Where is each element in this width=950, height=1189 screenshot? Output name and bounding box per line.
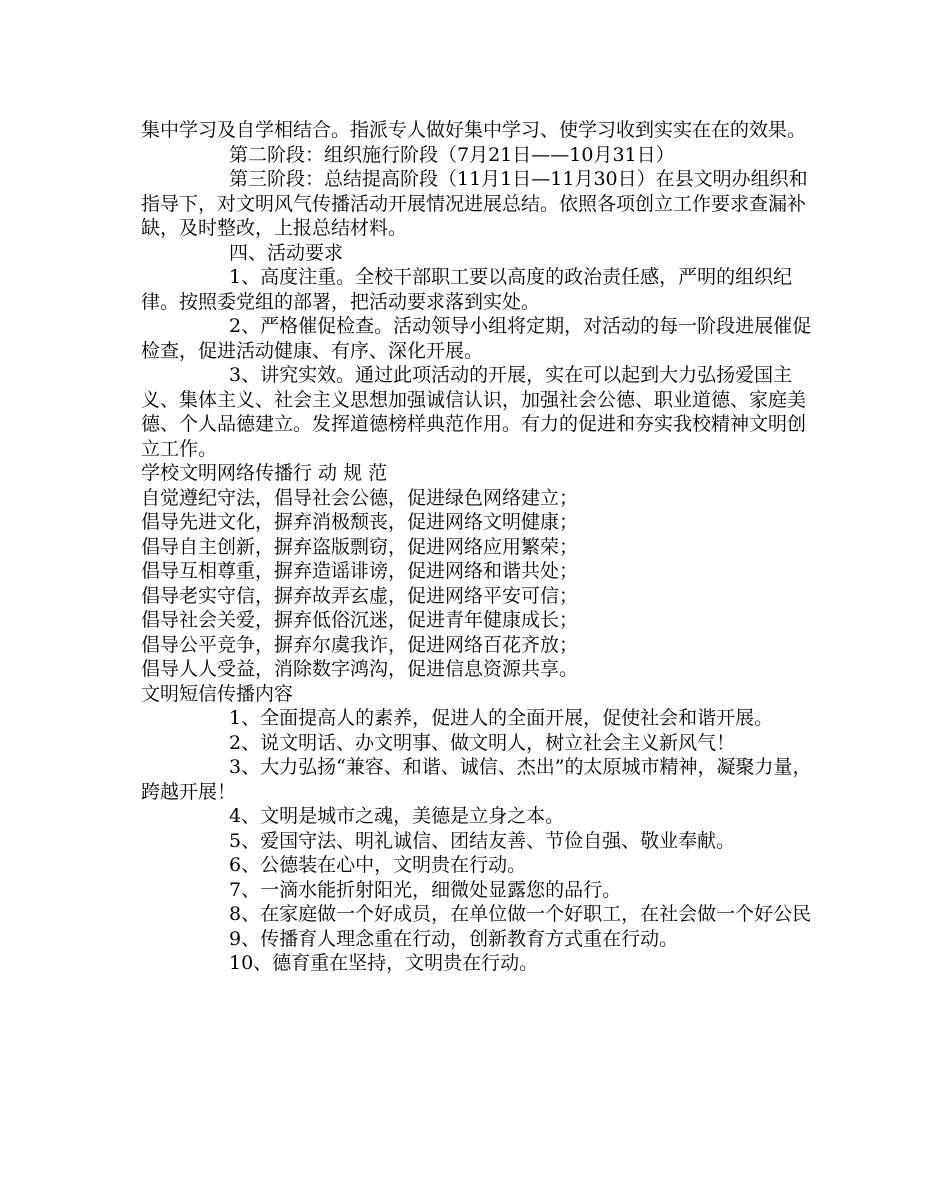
list-item: 3、大力弘扬“兼容、和谐、诚信、杰出”的太原城市精神，凝聚力量，跨越开展！ xyxy=(141,756,812,803)
list-item: 9、传播育人理念重在行动，创新教育方式重在行动。 xyxy=(229,927,679,950)
paragraph: 3、讲究实效。通过此项活动的开展，实在可以起到大力弘扬爱国主义、集体主义、社会主义思想加强诚信认识，加强社会公德、职业道德、家庭美德、个人品德建立。发挥道德榜样典范作用。有力的促进和夯实我校精神文明创立工作。 xyxy=(141,364,807,460)
section-title: 学校文明网络传播行 动 规 范 xyxy=(141,462,388,484)
norm-line: 倡导自主创新，摒弃盗版剽窃，促进网络应用繁荣； xyxy=(141,535,579,558)
list-item: 2、说文明话、办文明事、做文明人，树立社会主义新风气！ xyxy=(229,731,736,754)
norm-line: 倡导公平竞争，摒弃尔虞我诈，促进网络百花齐放； xyxy=(141,633,579,656)
norm-line: 倡导互相尊重，摒弃造谣诽谤，促进网络和谐共处； xyxy=(141,560,579,582)
norm-line: 倡导社会关爱，摒弃低俗沉迷，促进青年健康成长； xyxy=(141,609,579,631)
list-item: 4、文明是城市之魂，美德是立身之本。 xyxy=(229,805,565,827)
section-title: 文明短信传播内容 xyxy=(141,682,294,705)
paragraph: 1、高度注重。全校干部职工要以高度的政治责任感，严明的组织纪律。按照委党组的部署，把活动要求落到实处。 xyxy=(141,266,793,313)
norm-line: 倡导老实守信，摒弃故弄玄虚，促进网络平安可信； xyxy=(141,584,579,607)
list-item: 5、爱国守法、明礼诚信、团结友善、节俭自强、敬业奉献。 xyxy=(229,829,736,852)
list-item: 7、一滴水能折射阳光，细微处显露您的品行。 xyxy=(229,878,622,901)
list-item: 1、全面提高人的素养，促进人的全面开展，促使社会和谐开展。 xyxy=(229,707,774,729)
norm-line: 倡导先进文化，摒弃消极颓丧，促进网络文明健康； xyxy=(141,511,579,533)
list-item: 10、德育重在坚持，文明贵在行动。 xyxy=(229,952,539,974)
paragraph: 第二阶段：组织施行阶段（7月21日——10月31日） xyxy=(229,143,675,166)
list-item: 8、在家庭做一个好成员，在单位做一个好职工，在社会做一个好公民 xyxy=(229,903,812,925)
list-item: 6、公德装在心中，文明贵在行动。 xyxy=(229,854,527,876)
document-body xyxy=(141,118,813,976)
paragraph: 2、严格催促检查。活动领导小组将定期，对活动的每一阶段进展催促检查，促进活动健康、有序、深化开展。 xyxy=(141,315,812,362)
norm-line: 自觉遵纪守法，倡导社会公德，促进绿色网络建立； xyxy=(141,486,579,509)
paragraph: 集中学习及自学相结合。指派专人做好集中学习、使学习收到实实在在的效果。 xyxy=(141,119,807,141)
section-heading: 四、活动要求 xyxy=(229,241,344,264)
paragraph: 第三阶段：总结提高阶段（11月1日—11月30日）在县文明办组织和指导下，对文明风气传播活动开展情况进展总结。依照各项创立工作要求查漏补缺，及时整改，上报总结材料。 xyxy=(141,168,808,239)
norm-line: 倡导人人受益，消除数字鸿沟，促进信息资源共享。 xyxy=(141,658,579,680)
